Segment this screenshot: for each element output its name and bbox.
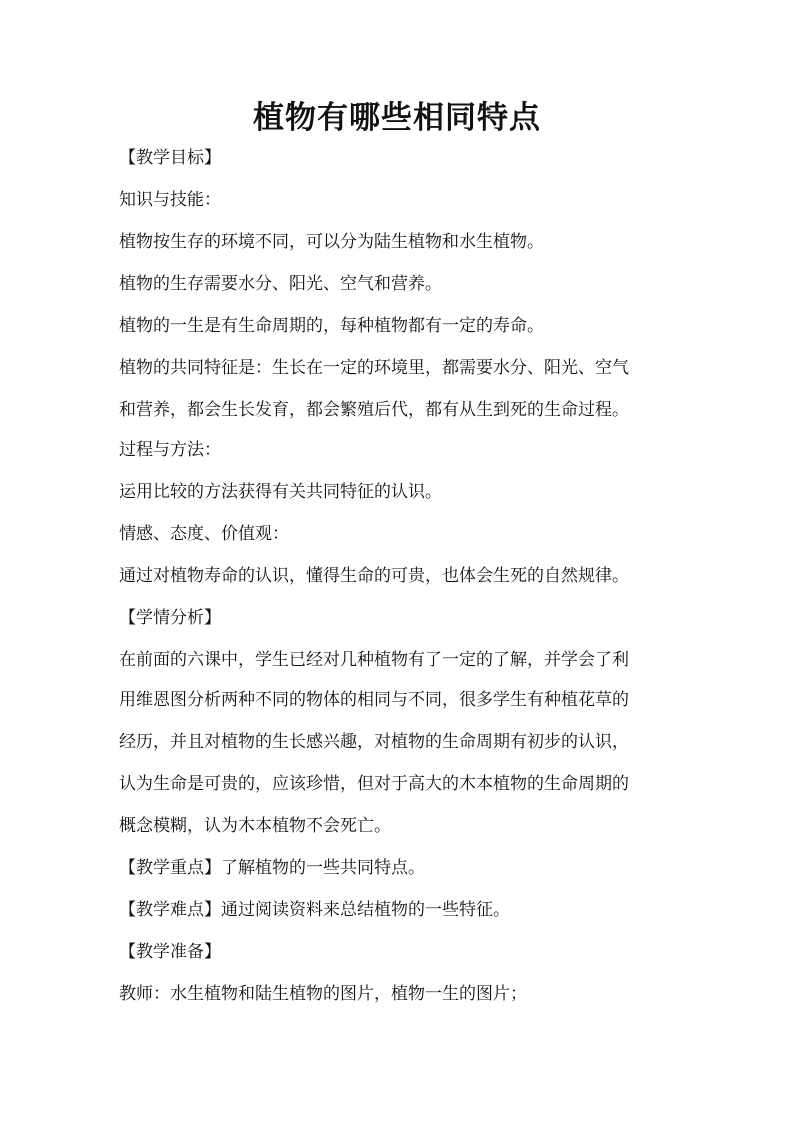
paragraph-line: 经历，并且对植物的生长感兴趣，对植物的生命周期有初步的认识， (119, 732, 629, 752)
paragraph-line: 通过对植物寿命的认识，懂得生命的可贵，也体会生死的自然规律。 (119, 566, 629, 586)
paragraph-line: 认为生命是可贵的，应该珍惜，但对于高大的木本植物的生命周期的 (119, 774, 629, 794)
paragraph-line: 植物按生存的环境不同，可以分为陆生植物和水生植物。 (119, 232, 544, 252)
paragraph-line: 植物的生存需要水分、阳光、空气和营养。 (119, 274, 442, 294)
heading-preparation: 【教学准备】 (119, 942, 221, 962)
document-title: 植物有哪些相同特点 (253, 100, 541, 136)
paragraph-line: 教师：水生植物和陆生植物的图片，植物一生的图片； (119, 984, 527, 1004)
paragraph-line: 运用比较的方法获得有关共同特征的认识。 (119, 482, 442, 502)
paragraph-line: 植物的一生是有生命周期的，每种植物都有一定的寿命。 (119, 316, 544, 336)
subheading-attitude-values: 情感、态度、价值观： (119, 524, 289, 544)
paragraph-line: 用维恩图分析两种不同的物体的相同与不同，很多学生有种植花草的 (119, 690, 629, 710)
subheading-process-method: 过程与方法： (119, 440, 221, 460)
paragraph-line: 在前面的六课中，学生已经对几种植物有了一定的了解，并学会了利 (119, 650, 629, 670)
paragraph-line: 和营养，都会生长发育，都会繁殖后代，都有从生到死的生命过程。 (119, 400, 629, 420)
paragraph-line: 概念模糊，认为木本植物不会死亡。 (119, 816, 391, 836)
paragraph-line: 植物的共同特征是：生长在一定的环境里，都需要水分、阳光、空气 (119, 358, 629, 378)
heading-difficult-point: 【教学难点】通过阅读资料来总结植物的一些特征。 (119, 900, 510, 920)
heading-learner-analysis: 【学情分析】 (119, 608, 221, 628)
heading-key-point: 【教学重点】了解植物的一些共同特点。 (119, 858, 425, 878)
subheading-knowledge-skills: 知识与技能： (119, 190, 221, 210)
heading-teaching-goals: 【教学目标】 (119, 148, 221, 168)
